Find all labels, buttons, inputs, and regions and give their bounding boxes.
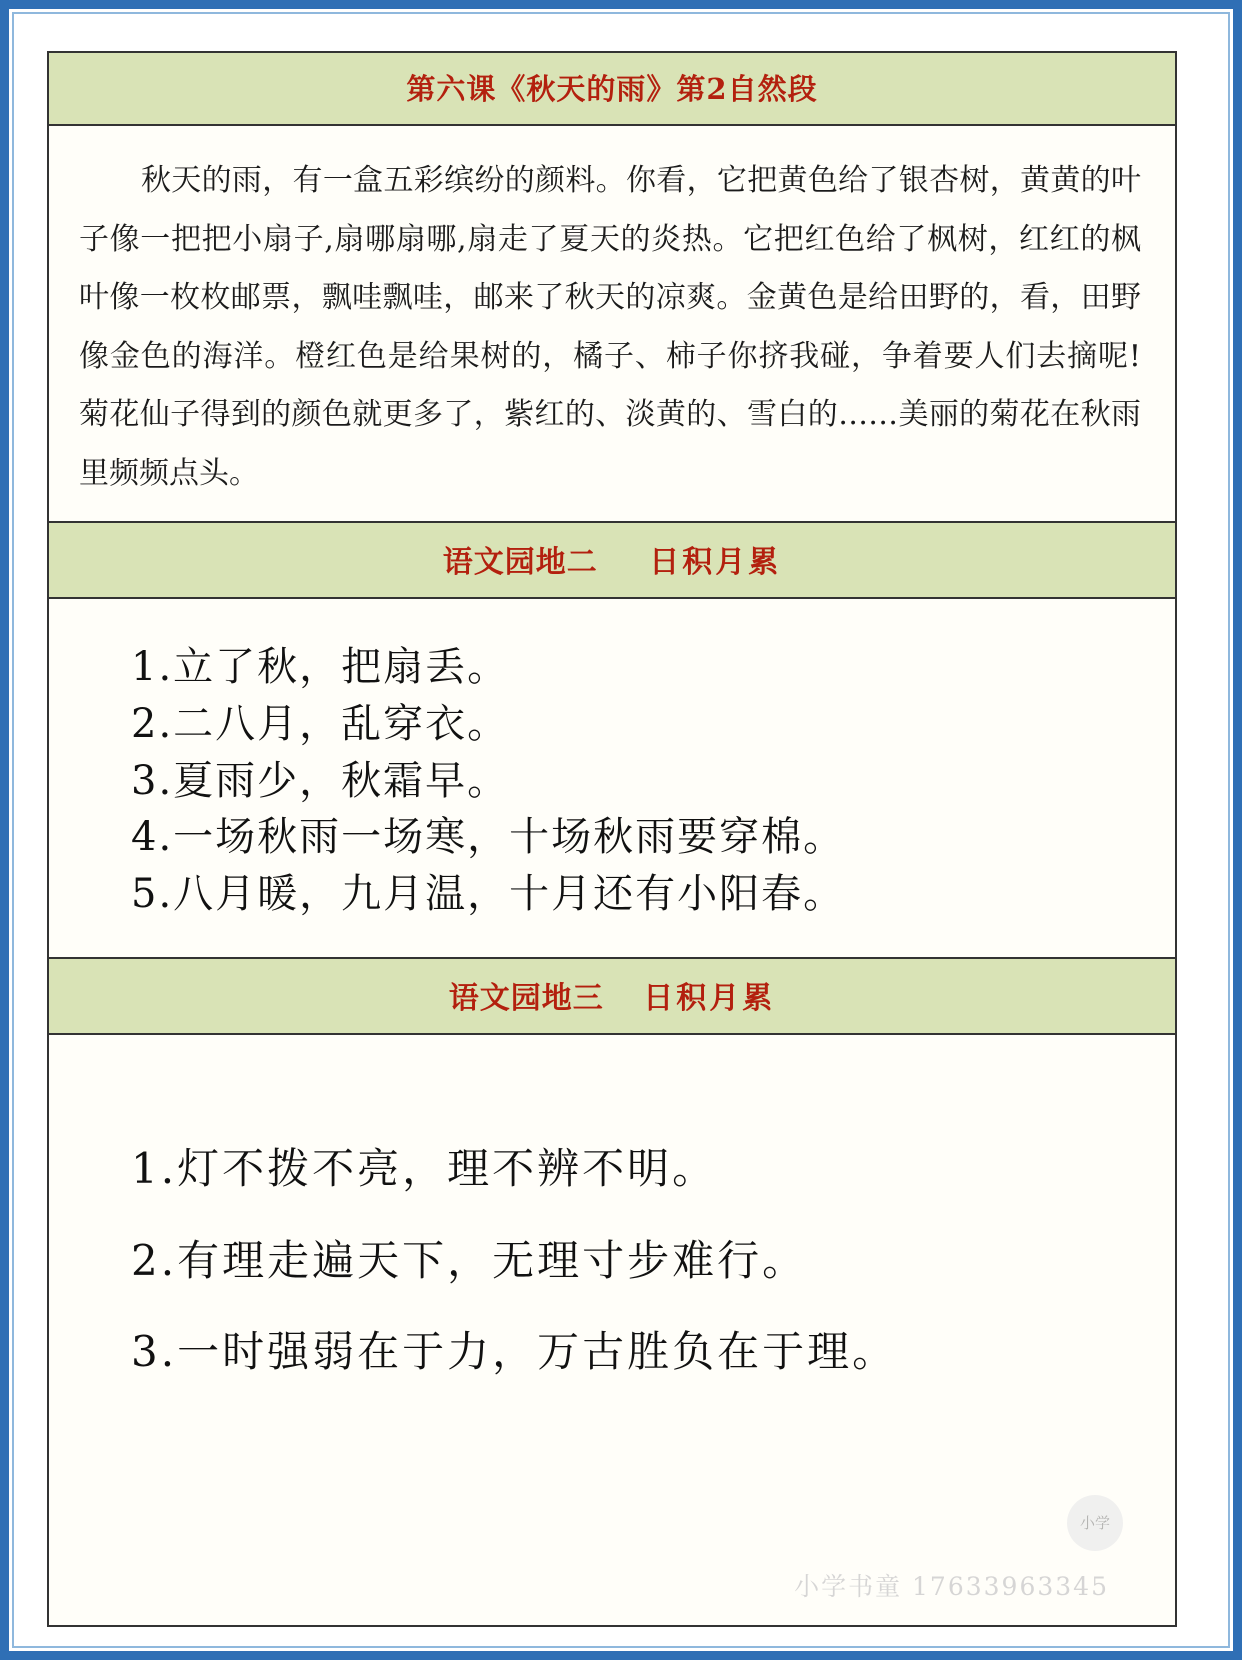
section-header-yuanwen-three: [49, 959, 1175, 1035]
section-header-lesson6-title: 第六课《秋天的雨》第2自然段: [406, 72, 818, 106]
lesson6-paragraph-text: 秋天的雨，有一盒五彩缤纷的颜料。你看，它把黄色给了银杏树，黄黄的叶子像一把把小扇子,扇哪扇哪,扇走了夏天的炎热。它把红色给了枫树，红红的枫叶像一枚枚邮票，飘哇飘哇，邮来了秋天的凉爽。金黄色是给田野的，看，田野像金色的海洋。橙红色是给果树的，橘子、柿子你挤我碰，争着要人们去摘呢!菊花仙子得到的颜色就更多了，紫红的、淡黄的、雪白的……美丽的菊花在秋雨里频频点头。: [79, 163, 1141, 491]
list-item: 4.一场秋雨一场寒，十场秋雨要穿棉。: [131, 814, 846, 861]
section-header-yuanwen-two-subtitle: 日积月累: [649, 545, 782, 580]
list-item: 3.夏雨少，秋霜早。: [131, 757, 510, 804]
section-header-yuanwen-three-title: 语文园地三: [448, 980, 604, 1016]
list-item: 5.八月暖，九月温，十月还有小阳春。: [131, 871, 846, 918]
yuanwen-two-list: [49, 599, 1175, 959]
section-header-yuanwen-three-subtitle: 日积月累: [643, 980, 776, 1016]
section-header-lesson6: [49, 53, 1175, 126]
list-item: 2.二八月，乱穿衣。: [131, 700, 510, 747]
section-header-yuanwen-two: [49, 523, 1175, 599]
list-item: 1.立了秋，把扇丢。: [131, 644, 510, 690]
yuanwen-three-list: [49, 1035, 1175, 1458]
watermark-text: 小学书童 17633963345: [794, 1572, 1109, 1601]
list-item: 1.灯不拨不亮，理不辨不明。: [131, 1143, 718, 1193]
lesson6-paragraph-block: [49, 126, 1175, 523]
worksheet-content-frame: [47, 51, 1177, 1627]
watermark-logo: 小学: [1067, 1495, 1123, 1551]
section-header-yuanwen-two-title: 语文园地二: [442, 545, 598, 580]
list-item: 2.有理走遍天下，无理寸步难行。: [131, 1235, 808, 1285]
list-item: 3.一时强弱在于力，万古胜负在于理。: [131, 1327, 898, 1377]
